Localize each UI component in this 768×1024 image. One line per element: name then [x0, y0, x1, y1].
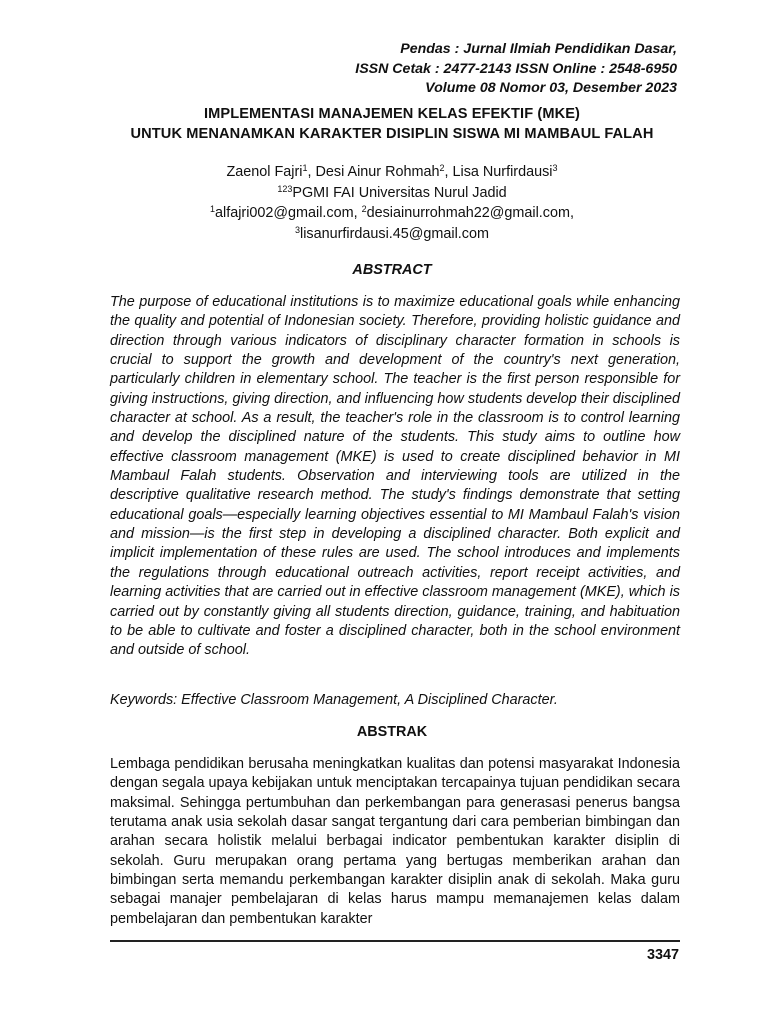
- footer-divider: [110, 940, 680, 942]
- author-sup: 3: [552, 163, 558, 173]
- author-name: Lisa Nurfirdausi: [452, 164, 553, 180]
- journal-name: Pendas : Jurnal Ilmiah Pendidikan Dasar,: [400, 41, 677, 57]
- author-email[interactable]: desiainurrohmah22@gmail.com: [366, 205, 570, 221]
- author-block: [0, 162, 768, 244]
- author-email[interactable]: lisanurfirdausi.45@gmail.com: [300, 225, 489, 242]
- author-separator: ,: [307, 164, 316, 180]
- page-number: 3347: [646, 947, 679, 963]
- paper-title-line-1: IMPLEMENTASI MANAJEMEN KELAS EFEKTIF (MKE): [203, 106, 581, 122]
- journal-header: [355, 40, 677, 99]
- email-sup: 1: [209, 204, 215, 214]
- email-separator: ,: [570, 205, 574, 221]
- author-emails-line-1: [0, 203, 768, 224]
- abstrak-text: Lembaga pendidikan berusaha meningkatkan kualitas dan potensi masyarakat Indonesia dengan segala upaya kebijakan untuk menciptakan tercapainya tujuan pendidikan secara maksimal. Sehingga pertumbuhan dan perkembangan para generasasi penerus bangsa terutama anak usia sekolah dasar sangat tergantung dari cara pemberian bimbingan dan arahan secara holistik melalui berbagai indicator pembentukan karakter disiplin di sekolah. Guru merupakan orang pertama yang bertugas memberikan arahan dan bimbingan serta memandu perkembangan karakter disiplin anak di sekolah. Maka guru sebagai manajer pembelajaran di kelas harus mampu memanajemen kelas dalam pembelajaran dan pembentukan karakter: [110, 756, 680, 927]
- keywords: Keywords: Effective Classroom Management, A Disciplined Character.: [110, 692, 558, 708]
- author-sup: 1: [302, 163, 308, 173]
- affiliation: [0, 183, 768, 204]
- paper-title: [0, 104, 768, 144]
- affiliation-sup: 123: [277, 183, 293, 194]
- author-sup: 2: [439, 163, 445, 173]
- paper-title-line-2: UNTUK MENANAMKAN KARAKTER DISIPLIN SISWA MI MAMBAUL FALAH: [130, 126, 654, 142]
- affiliation-text: PGMI FAI Universitas Nurul Jadid: [292, 184, 507, 201]
- journal-issn: ISSN Cetak : 2477-2143 ISSN Online : 2548-6950: [355, 60, 677, 77]
- email-separator: ,: [353, 205, 362, 221]
- abstrak-heading: ABSTRAK: [356, 724, 428, 740]
- author-name: Zaenol Fajri: [226, 164, 303, 180]
- journal-volume: Volume 08 Nomor 03, Desember 2023: [425, 80, 677, 96]
- abstract-text: The purpose of educational institutions is to maximize educational goals while enhancing the quality and potential of Indonesian society. Therefore, providing holistic guidance and direction through various indicators of disciplinary character formation in schools is crucial to support the growth and development of the country's next generation, particularly children in elementary school. The teacher is the first person responsible for giving instructions, giving direction, and influencing how students develop their disciplined character at school. As a result, the teacher's role in the classroom is to control learning and develop the disciplined nature of the students. This study aims to outline how effective classroom management (MKE) is used to create disciplined behavior in MI Mambaul Falah students. Observation and interviewing tools are utilized in the descriptive qualitative research method. The study's findings demonstrate that setting educational goals—especially learning objectives essential to MI Mambaul Falah's vision and mission—is the first step in developing a disciplined character. Both explicit and implicit implementation of these rules are used. The school introduces and implements the regulations through educational outreach activities, report receipt activities, and learning activities that are carried out in effective classroom management (MKE), which is carried out by constantly giving all students direction, guidance, training, and habituation to be able to cultivate and foster a disciplined character, both in the school environment and outside of school.: [110, 294, 680, 659]
- author-emails-line-2: [0, 224, 768, 245]
- author-name: Desi Ainur Rohmah: [315, 164, 440, 180]
- email-sup: 3: [295, 224, 301, 235]
- author-names: [0, 162, 768, 183]
- author-separator: ,: [444, 164, 453, 180]
- author-email[interactable]: alfajri002@gmail.com: [215, 205, 354, 221]
- email-sup: 2: [361, 204, 367, 214]
- abstract-heading: ABSTRACT: [352, 262, 432, 278]
